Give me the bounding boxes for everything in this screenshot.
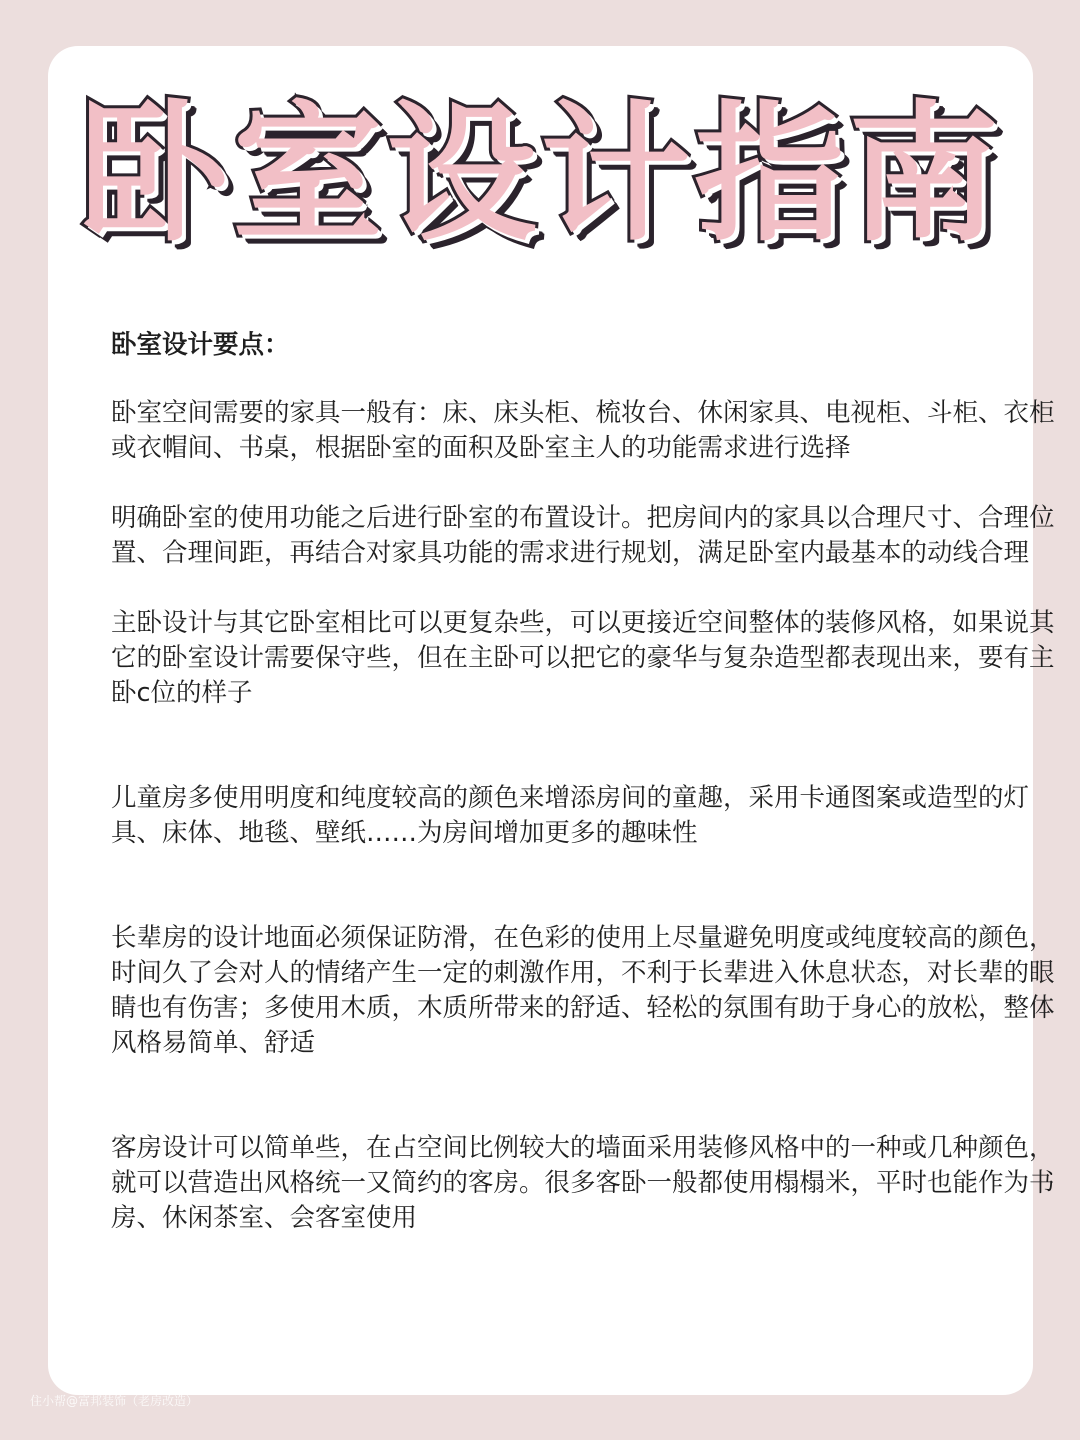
page-title: 卧室设计指南 <box>78 88 1003 262</box>
content-card <box>48 46 1055 1395</box>
paragraph-elder-room: 长辈房的设计地面必须保证防滑，在色彩的使用上尽量避免明度或纯度较高的颜色，时间久了会对人的情绪产生一定的刺激作用，不利于长辈进入休息状态，对长辈的眼睛也有伤害；多使用木质，木质所带来的舒适、轻松的氛围有助于身心的放松，整体风格易简单、舒适 <box>111 923 1055 1058</box>
paragraph-furniture: 卧室空间需要的家具一般有：床、床头柜、梳妆台、休闲家具、电视柜、斗柜、衣柜或衣帽间、书桌，根据卧室的面积及卧室主人的功能需求进行选择 <box>111 398 1055 463</box>
watermark: 住小帮@富邦装饰（老房改造） <box>30 1394 199 1408</box>
paragraph-layout: 明确卧室的使用功能之后进行卧室的布置设计。把房间内的家具以合理尺寸、合理位置、合理间距，再结合对家具功能的需求进行规划，满足卧室内最基本的动线合理 <box>111 503 1055 568</box>
article-body <box>111 328 1061 1236</box>
paragraph-guest-room: 客房设计可以简单些，在占空间比例较大的墙面采用装修风格中的一种或几种颜色，就可以营造出风格统一又简约的客房。很多客卧一般都使用榻榻米，平时也能作为书房、休闲茶室、会客室使用 <box>111 1133 1055 1233</box>
paragraph-kids-room: 儿童房多使用明度和纯度较高的颜色来增添房间的童趣，采用卡通图案或造型的灯具、床体、地毯、壁纸……为房间增加更多的趣味性 <box>111 783 1030 848</box>
section-heading: 卧室设计要点： <box>111 330 290 360</box>
title-banner <box>48 88 1033 262</box>
paragraph-master-bedroom: 主卧设计与其它卧室相比可以更复杂些，可以更接近空间整体的装修风格，如果说其它的卧室设计需要保守些，但在主卧可以把它的豪华与复杂造型都表现出来，要有主卧c位的样子 <box>111 608 1055 708</box>
